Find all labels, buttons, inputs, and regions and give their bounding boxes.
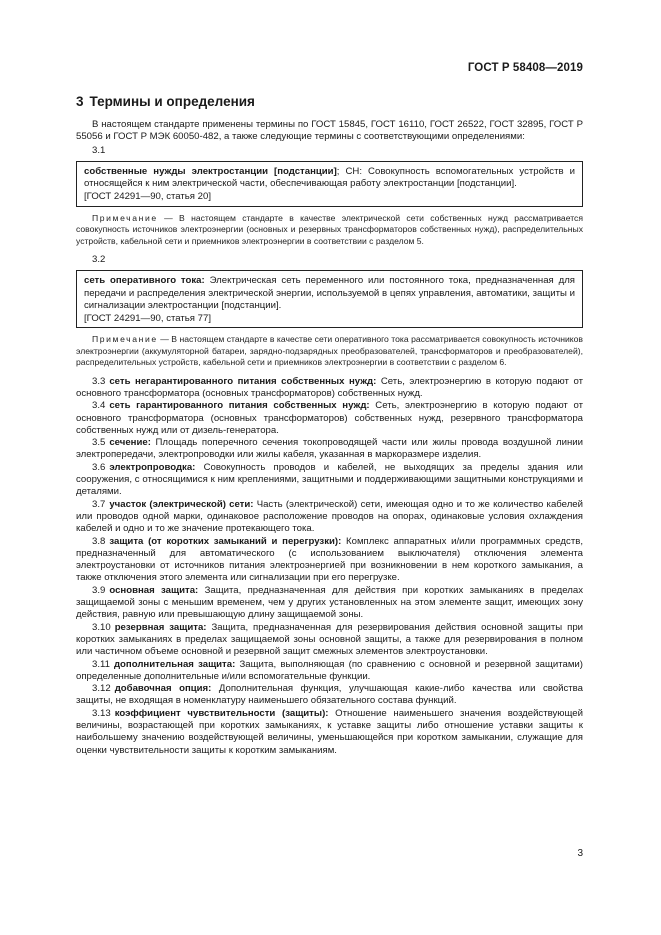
entry-term: добавочная опция:	[114, 683, 212, 695]
term-entry	[76, 622, 583, 659]
entry-term: резервная защита:	[114, 621, 207, 633]
standard-header: ГОСТ Р 58408—2019	[467, 62, 583, 74]
section-title	[76, 94, 583, 109]
entry-text: Отношение наименьшего значения воздействующей величины, возрастающей при коротких замыканиях, к уставке защиты либо отношение уставки защиты к наибольшему значению воздействующей величины, уменьшающейся при коротком замыкании, служащие для оценки чувствительности защиты к коротким замыканиям.	[76, 707, 583, 756]
intro-paragraph: В настоящем стандарте применены термины по ГОСТ 15845, ГОСТ 16110, ГОСТ 26522, ГОСТ 32895, ГОСТ Р 55056 и ГОСТ Р МЭК 60050-482, а также следующие термины с соответствующими определениями:	[76, 119, 583, 143]
entry-text: Комплекс аппаратных и/или программных средств, предназначенный для автоматического (с использованием выключателя) отключения элемента электроустановки от источников питания электроэнергией при возникновении в нем короткого замыкания, а также отключения этого элемента или сигнализации при его перегрузке.	[76, 535, 583, 584]
entry-text: Совокупность проводов и кабелей, не выходящих за пределы здания или сооружения, с относящимися к ним креплениями, защитными и поддерживающими защитными конструкциями и деталями.	[76, 461, 583, 498]
term-entry	[76, 708, 583, 757]
entry-number: 3.5	[92, 437, 106, 449]
note-text: — В настоящем стандарте в качестве сети оперативного тока рассматривается совокупность источников электроэнергии (аккумуляторной батареи, зарядно-подзарядных преобразователей, трансформаторов и преобразователей), распределительных устройств, кабельной сети и приемников электроэнергии в соответствии с разделом 6.	[76, 334, 583, 368]
term-3-1-text: ; СН: Совокупность вспомогательных устройств и относящейся к ним электрической части, обеспечивающая работу электростанции [подстанции].	[84, 165, 575, 190]
term-entry	[76, 376, 583, 401]
term-entry	[76, 536, 583, 585]
entry-term: электропроводка:	[109, 461, 196, 473]
entry-text: Площадь поперечного сечения токопроводящей части или жилы провода воздушной линии электропередачи, электропроводки или жилы кабеля, указанная в маркоразмере изделия.	[76, 437, 583, 461]
entry-text: Дополнительная функция, улучшающая какие-либо качества или свойства защиты, не входящая в номенклатуру наименьшего обязательного состава функций.	[76, 683, 583, 707]
note-text: — В настоящем стандарте в качестве электрической сети собственных нужд рассматривается совокупность источников электроэнергии (основных и резервных трансформаторов собственных нужд), распределительных устройств, кабельной сети и приемников электроэнергии в соответствии с разделом 5.	[76, 212, 583, 246]
page-number: 3	[577, 848, 583, 859]
entry-number: 3.4	[92, 400, 106, 412]
entry-term: основная защита:	[109, 584, 199, 596]
entry-term: сечение:	[109, 437, 151, 449]
term-3-2-definition	[84, 275, 575, 312]
note-label: Примечание	[92, 334, 158, 345]
term-entry	[76, 585, 583, 622]
entry-term: коэффициент чувствительности (защиты):	[114, 707, 329, 719]
section-title-text: Термины и определения	[89, 94, 255, 109]
entry-number: 3.11	[92, 658, 110, 670]
term-3-1-number: 3.1	[92, 144, 106, 156]
term-3-2-text: Электрическая сеть переменного или постоянного тока, предназначенная для передачи и распределения электрической энергии, используемой в цепях управления, автоматики, защиты и сигнализации электростанции [подстанции].	[84, 275, 575, 311]
entry-number: 3.13	[92, 707, 111, 719]
term-entry	[76, 462, 583, 499]
entry-text: Часть (электрической) сети, имеющая одно и то же количество кабелей или проводов одной марки, одинаковое расположение проводов на опорах, одинаковые условия охлаждения кабелей и одно и то же значение протекающего тока.	[76, 498, 583, 535]
term-3-1-reference: [ГОСТ 24291—90, статья 20]	[84, 191, 211, 203]
entry-term: сеть негарантированного питания собственных нужд:	[109, 375, 377, 387]
entry-number: 3.10	[92, 621, 111, 633]
term-entry	[76, 499, 583, 536]
term-3-2-term: сеть оперативного тока:	[84, 275, 205, 287]
entry-number: 3.7	[92, 498, 106, 510]
entry-term: защита (от коротких замыканий и перегрузки):	[109, 535, 342, 547]
entry-term: сеть гарантированного питания собственных нужд:	[109, 400, 370, 412]
term-entries-list	[76, 376, 583, 757]
term-box-3-1	[76, 161, 583, 207]
entry-text: Сеть, электроэнергию в которую подают от основного трансформатора (основных трансформаторов) собственных нужд.	[76, 375, 583, 399]
term-entry	[76, 437, 583, 462]
entry-text: Защита, выполняющая (по сравнению с основной и резервной защитами) определенные дополнительные и/или вспомогательные функции.	[76, 658, 583, 682]
term-entry	[76, 659, 583, 684]
term-3-2-reference: [ГОСТ 24291—90, статья 77]	[84, 313, 211, 325]
term-3-2-number: 3.2	[92, 254, 106, 265]
entry-number: 3.9	[92, 584, 106, 596]
entry-term: дополнительная защита:	[113, 658, 236, 670]
note-label: Примечание	[92, 212, 158, 223]
page-content	[76, 94, 583, 757]
term-entry	[76, 683, 583, 708]
term-3-1-note	[76, 213, 583, 247]
section-number: 3	[76, 94, 84, 109]
entry-term: участок (электрической) сети:	[109, 498, 254, 510]
entry-number: 3.12	[92, 683, 111, 695]
term-3-2-note	[76, 334, 583, 368]
entry-text: Защита, предназначенная для действия при коротких замыканиях в пределах защищаемой зоны с меньшим временем, чем у других установленных на этом элементе защит, имеющих зону действия, равную или превышающую длину защищаемой зоны.	[76, 584, 583, 621]
entry-text: Защита, предназначенная для резервирования действия основной защиты при коротких замыканиях в пределах защищаемой зоны основной защиты, а также для резервирования в полном или частичном объеме основной и резервной защит смежных элементов электроустановки.	[76, 621, 584, 658]
term-entry	[76, 400, 583, 437]
entry-number: 3.6	[92, 461, 106, 473]
term-3-1-term: собственные нужды электростанции [подстанции]	[84, 165, 337, 177]
entry-text: Сеть, электроэнергию в которую подают от основного трансформатора (основных трансформаторов) собственных нужд, резервного трансформатора собственных нужд или от дизель-генератора.	[76, 400, 583, 436]
entry-number: 3.8	[92, 535, 106, 547]
entry-number: 3.3	[92, 375, 106, 387]
term-box-3-2	[76, 270, 583, 328]
term-3-1-definition	[84, 166, 575, 191]
